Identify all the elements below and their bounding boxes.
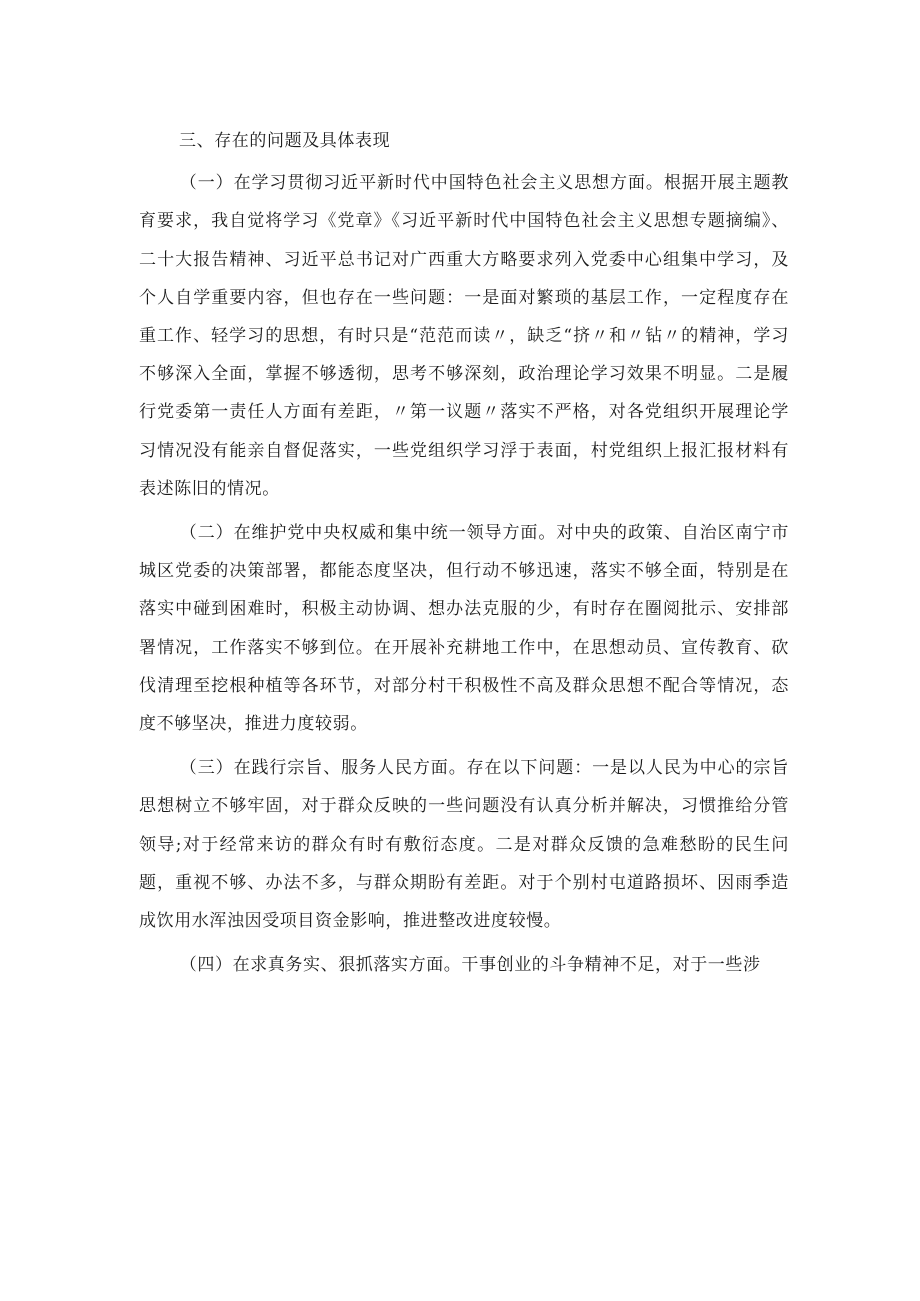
paragraph-study: （一）在学习贯彻习近平新时代中国特色社会主义思想方面。根据开展主题教育要求，我自觉将学习《党章》《习近平新时代中国特色社会主义思想专题摘编》、二十大报告精神、习近平总书记对广西重大方略要求列入党委中心组集中学习，及个人自学重要内容，但也存在一些问题：一是面对繁琐的基层工作，一定程度存在重工作、轻学习的思想，有时只是“范范而读〃，缺乏“挤〃和〃钻〃的精神，学习不够深入全面，掌握不够透彻，思考不够深刻，政治理论学习效果不明显。二是履行党委第一责任人方面有差距，〃第一议题〃落实不严格，对各党组织开展理论学习情况没有能亲自督促落实，一些党组织学习浮于表面，村党组织上报汇报材料有表述陈旧的情况。 bbox=[139, 173, 789, 499]
paragraph-serve-people: （三）在践行宗旨、服务人民方面。存在以下问题：一是以人民为中心的宗旨思想树立不够牢固，对于群众反映的一些问题没有认真分析并解决，习惯推给分管领导;对于经常来访的群众有时有敷衍态度。二是对群众反馈的急难愁盼的民生问题，重视不够、办法不多，与群众期盼有差距。对于个别村屯道路损坏、因雨季造成饮用水浑浊因受项目资金影响，推进整改进度较慢。 bbox=[139, 758, 789, 932]
document-body bbox=[139, 122, 789, 984]
section-heading: 三、存在的问题及具体表现 bbox=[179, 131, 391, 151]
paragraph-implementation: （四）在求真务实、狠抓落实方面。干事创业的斗争精神不足，对于一些涉 bbox=[179, 955, 761, 976]
paragraph-authority: （二）在维护党中央权威和集中统一领导方面。对中央的政策、自治区南宁市城区党委的决策部署，都能态度坚决，但行动不够迅速，落实不够全面，特别是在落实中碰到困难时，积极主动协调、想办法克服的少，有时存在圈阅批示、安排部署情况，工作落实不够到位。在开展补充耕地工作中，在思想动员、宣传教育、砍伐清理至挖根种植等各环节，对部分村干积极性不高及群众思想不配合等情况，态度不够坚决，推进力度较弱。 bbox=[139, 523, 789, 735]
